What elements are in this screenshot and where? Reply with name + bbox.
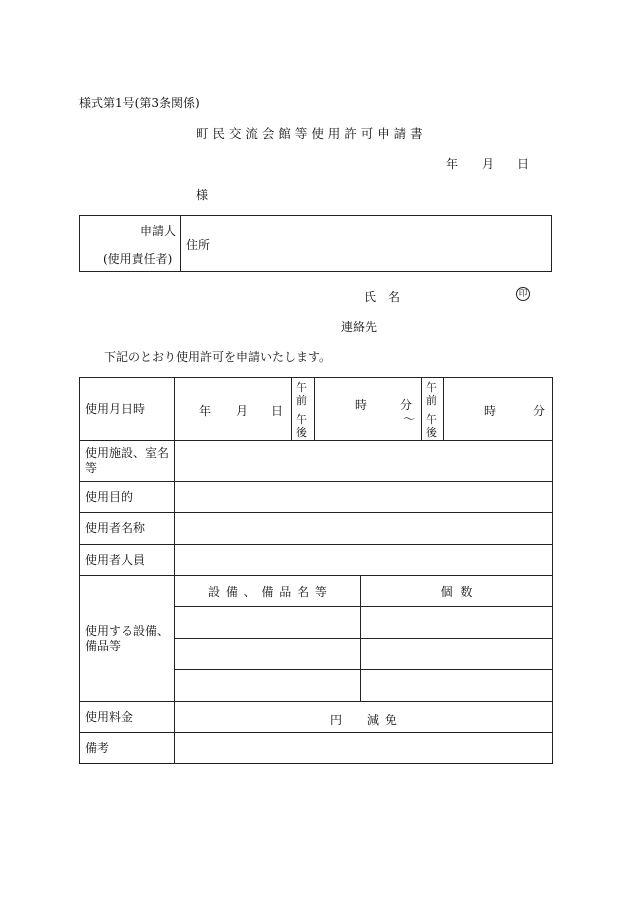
start-minute: 分 [400, 398, 413, 412]
equipment-name-cell[interactable] [175, 607, 361, 639]
equipment-qty-cell[interactable] [361, 639, 553, 670]
seal-mark [516, 287, 530, 301]
equipment-col-qty: 個 数 [361, 576, 553, 607]
form-number: 様式第1号(第3条関係) [79, 96, 200, 110]
start-hour: 時 [355, 398, 368, 412]
time-range-tilde: ～ [403, 412, 416, 426]
user-name-label: 使用者名称 [80, 513, 175, 545]
start-pm: 午後 [296, 413, 307, 439]
date-month: 月 [482, 157, 495, 171]
facility-field[interactable] [175, 441, 553, 482]
dt-year: 年 [199, 404, 212, 418]
fee-yen: 円 [330, 713, 343, 727]
end-ampm-cell[interactable] [422, 378, 444, 441]
purpose-field[interactable] [175, 482, 553, 513]
end-minute: 分 [533, 404, 546, 418]
datetime-label: 使用月日時 [80, 378, 175, 441]
date-day: 日 [517, 157, 530, 171]
user-count-row [80, 545, 553, 576]
remarks-label: 備考 [80, 733, 175, 764]
date-cell[interactable] [175, 378, 292, 441]
address-field[interactable] [215, 230, 545, 254]
fee-label: 使用料金 [80, 702, 175, 733]
date-year: 年 [446, 157, 459, 171]
contact-label: 連絡先 [341, 320, 378, 334]
name-label: 氏 名 [364, 290, 401, 304]
equipment-col-name: 設 備 、 備 品 名 等 [175, 576, 361, 607]
equipment-header-row [80, 576, 553, 607]
remarks-row [80, 733, 553, 764]
purpose-row [80, 482, 553, 513]
user-count-field[interactable] [175, 545, 553, 576]
user-name-field[interactable] [175, 513, 553, 545]
dt-day: 日 [271, 404, 284, 418]
equipment-name-cell[interactable] [175, 670, 361, 702]
end-am: 午前 [426, 381, 437, 407]
responsible-person-label: (使用責任者) [103, 252, 173, 266]
start-am: 午前 [296, 381, 307, 407]
remarks-field[interactable] [175, 733, 553, 764]
equipment-qty-cell[interactable] [361, 607, 553, 639]
end-pm: 午後 [426, 413, 437, 439]
facility-row [80, 441, 553, 482]
applicant-label: 申請人 [140, 224, 177, 238]
user-name-row [80, 513, 553, 545]
fee-exemption: 減 免 [367, 713, 397, 727]
equipment-qty-cell[interactable] [361, 670, 553, 702]
addressee-suffix: 様 [196, 188, 209, 202]
document-title: 町 民 交 流 会 館 等 使 用 許 可 申 請 書 [196, 126, 423, 141]
user-count-label: 使用者人員 [80, 545, 175, 576]
contact-field[interactable] [385, 313, 545, 333]
equipment-label: 使用する設備、備品等 [80, 576, 175, 702]
intro-text: 下記のとおり使用許可を申請いたします。 [104, 350, 332, 364]
seal-text: 印 [518, 289, 528, 299]
facility-label: 使用施設、室名等 [80, 441, 175, 482]
end-hour: 時 [484, 404, 497, 418]
start-ampm-cell[interactable] [292, 378, 315, 441]
purpose-label: 使用目的 [80, 482, 175, 513]
datetime-row [80, 378, 553, 441]
dt-month: 月 [236, 404, 249, 418]
fee-field[interactable] [175, 702, 553, 733]
start-time-cell[interactable] [315, 378, 422, 441]
fee-row [80, 702, 553, 733]
name-field[interactable] [410, 284, 510, 304]
applicant-divider [180, 215, 181, 272]
address-label: 住所 [186, 238, 211, 252]
end-time-cell[interactable] [444, 378, 553, 441]
application-table [79, 377, 553, 764]
equipment-name-cell[interactable] [175, 639, 361, 670]
